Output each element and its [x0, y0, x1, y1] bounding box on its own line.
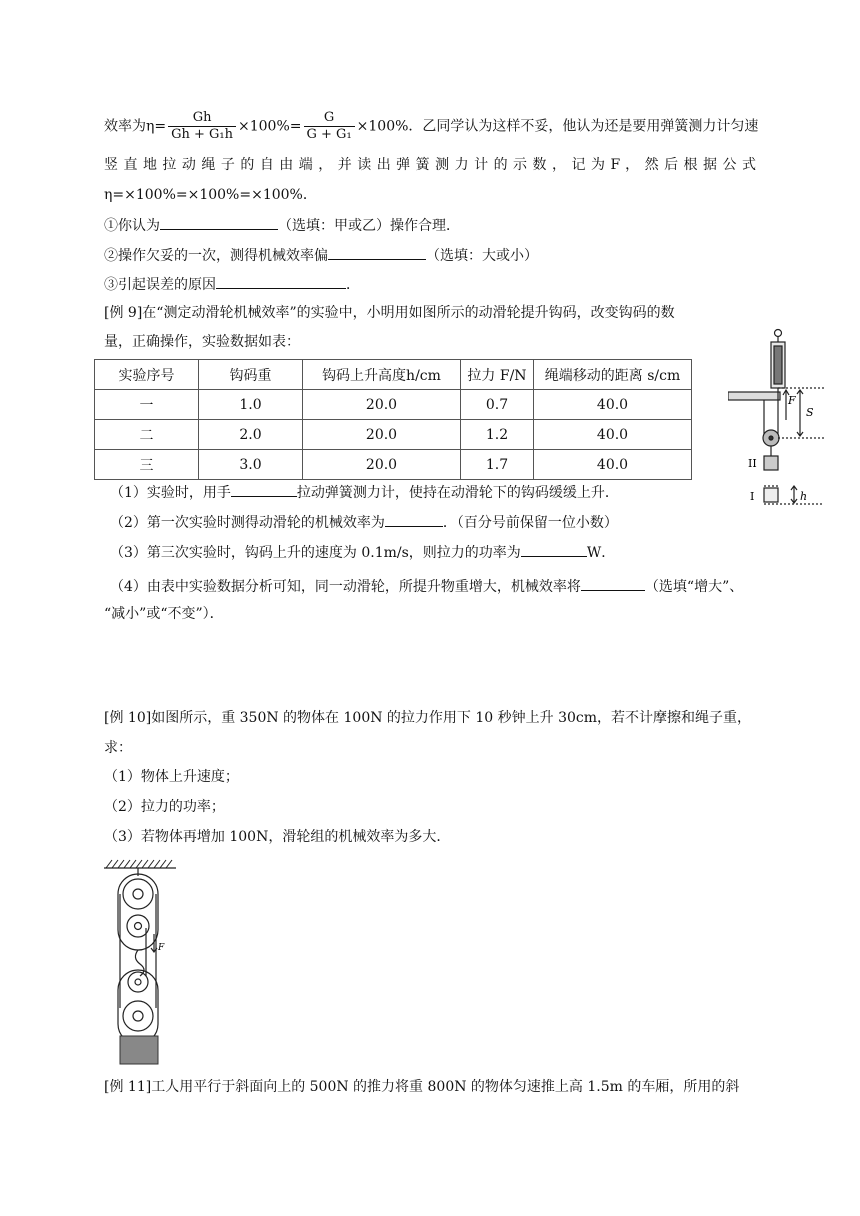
table-header-cell: 实验序号	[95, 360, 199, 390]
table-cell: 1.0	[199, 390, 303, 420]
experiment-data-table	[94, 359, 692, 480]
answer-blank-3[interactable]	[216, 274, 346, 289]
table-header-cell: 钩码重	[199, 360, 303, 390]
ex9-q4-suffix: （选填“增大”、	[644, 579, 744, 595]
fraction-gh-numerator: Gh	[168, 110, 236, 127]
ex9-q1-prefix: （1）实验时，用手	[110, 485, 231, 501]
figure-label-s: S	[806, 406, 814, 419]
table-row	[95, 450, 692, 480]
table-cell: 2.0	[199, 420, 303, 450]
table-cell: 0.7	[461, 390, 534, 420]
question-2-suffix: （选填：大或小）	[426, 248, 538, 264]
paragraph-line-3: η=×100%=×100%=×100%．	[104, 187, 317, 203]
question-2	[104, 245, 538, 266]
table-cell: 一	[95, 390, 199, 420]
figure-label-ii: II	[748, 457, 757, 470]
load-block	[120, 1036, 158, 1064]
question-3-suffix: ．	[346, 277, 360, 293]
figure-label-f: F	[788, 394, 796, 407]
example-10-line-1: [例 10]如图所示，重 350N 的物体在 100N 的拉力作用下 10 秒钟上升 30cm，若不计摩擦和绳子重，	[104, 710, 752, 726]
table-header-cell: 绳端移动的距离 s/cm	[534, 360, 692, 390]
example-9-question-4	[110, 576, 743, 597]
example-11-line-1: [例 11]工人用平行于斜面向上的 500N 的推力将重 800N 的物体匀速推上高 1.5m 的车厢，所用的斜	[104, 1079, 740, 1095]
efficiency-formula-line	[104, 110, 758, 143]
formula-times: ×100%=	[238, 118, 302, 135]
ex9-q2-suffix: ．（百分号前保留一位小数）	[442, 515, 618, 531]
example-9-question-2	[110, 512, 618, 533]
example-9-question-3	[110, 542, 615, 563]
example-9-line-1: [例 9]在“测定动滑轮机械效率”的实验中，小明用如图所示的动滑轮提升钩码，改变钩码的数	[104, 305, 675, 321]
example-10-question-3: （3）若物体再增加 100N，滑轮组的机械效率为多大．	[104, 829, 451, 845]
table-cell: 40.0	[534, 390, 692, 420]
question-1	[104, 215, 460, 236]
answer-blank-ex9-2[interactable]	[385, 512, 443, 527]
table-header-cell: 拉力 F/N	[461, 360, 534, 390]
pulley-block-figure	[100, 858, 180, 1066]
table-header-row	[95, 360, 692, 390]
table-header-cell: 钩码上升高度h/cm	[303, 360, 461, 390]
question-1-suffix: （选填：甲或乙）操作合理．	[278, 218, 460, 234]
formula-tail: ×100%．乙同学认为这样不妥，他认为还是要用弹簧测力计匀速	[356, 118, 759, 135]
example-10-question-2: （2）拉力的功率；	[104, 799, 225, 815]
answer-blank-ex9-4[interactable]	[581, 576, 645, 591]
paragraph-line-2: 竖 直 地 拉 动 绳 子 的 自 由 端 ， 并 读 出 弹 簧 测 力 计 的 示 数 ， 记 为 F ， 然 后 根 据 公 式	[104, 157, 756, 173]
example-10-question-1: （1）物体上升速度；	[104, 769, 239, 785]
ex9-q3-suffix: W．	[586, 545, 616, 561]
figure-label-f: F	[158, 943, 165, 953]
figure-label-i: I	[750, 490, 755, 503]
answer-blank-1[interactable]	[160, 215, 278, 230]
table-cell: 二	[95, 420, 199, 450]
example-9-question-1	[110, 482, 619, 503]
question-1-prefix: ①你认为	[104, 218, 160, 234]
example-9-question-4-line-2: “减小”或“不变”）．	[104, 606, 224, 622]
answer-blank-2[interactable]	[328, 245, 426, 260]
example-9-line-2: 量，正确操作，实验数据如表：	[104, 334, 300, 350]
table-row	[95, 390, 692, 420]
fraction-gh	[168, 110, 236, 143]
question-3-prefix: ③引起误差的原因	[104, 277, 216, 293]
question-3	[104, 274, 360, 295]
table-cell: 40.0	[534, 420, 692, 450]
fraction-g-denominator: G + G₁	[306, 127, 352, 142]
dynamic-pulley-figure	[728, 328, 824, 514]
ex9-q3-prefix: （3）第三次实验时，钩码上升的速度为 0.1m/s，则拉力的功率为	[110, 545, 521, 561]
fraction-g-numerator: G	[304, 110, 355, 127]
answer-blank-ex9-3[interactable]	[521, 542, 587, 557]
table-cell: 三	[95, 450, 199, 480]
table-cell: 1.7	[461, 450, 534, 480]
answer-blank-ex9-1[interactable]	[231, 482, 297, 497]
fraction-g	[304, 110, 355, 143]
question-2-prefix: ②操作欠妥的一次，测得机械效率偏	[104, 248, 328, 264]
example-10-line-2: 求：	[104, 740, 132, 756]
table-cell: 20.0	[303, 450, 461, 480]
table-cell: 20.0	[303, 420, 461, 450]
table-cell: 40.0	[534, 450, 692, 480]
ex9-q4-prefix: （4）由表中实验数据分析可知，同一动滑轮，所提升物重增大，机械效率将	[110, 579, 581, 595]
table-row	[95, 420, 692, 450]
table-cell: 20.0	[303, 390, 461, 420]
fraction-gh-denominator: Gh + G₁h	[171, 127, 234, 142]
ex9-q2-prefix: （2）第一次实验时测得动滑轮的机械效率为	[110, 515, 385, 531]
table-cell: 1.2	[461, 420, 534, 450]
table-cell: 3.0	[199, 450, 303, 480]
ex9-q1-suffix: 拉动弹簧测力计，使持在动滑轮下的钩码缓缓上升．	[296, 485, 619, 501]
figure-label-h: h	[800, 490, 808, 503]
formula-prefix: 效率为η=	[104, 118, 167, 135]
